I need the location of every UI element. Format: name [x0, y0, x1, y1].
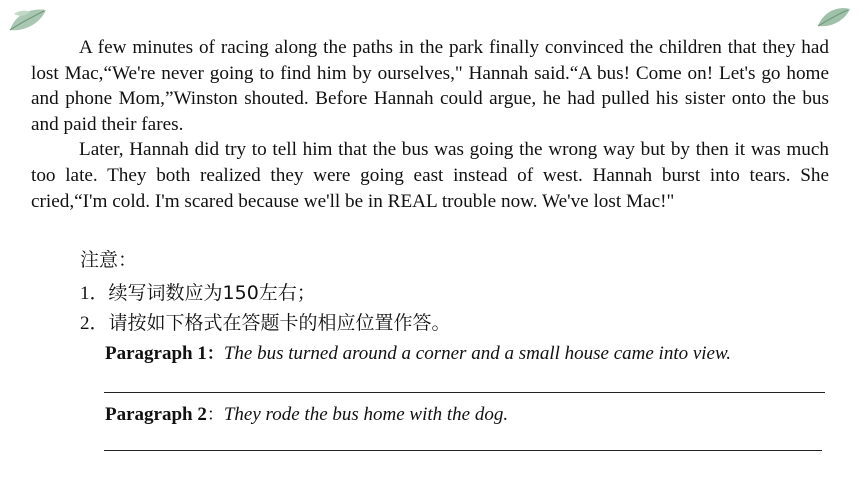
paragraph-prompt: [105, 342, 731, 366]
leaf-decoration-icon: [816, 6, 852, 30]
paragraph-label: Paragraph 1: [105, 343, 207, 364]
paragraph-colon: ：: [206, 344, 224, 364]
answer-line: [104, 392, 825, 393]
paragraph-opening-sentence: The bus turned around a corner and a small house came into view.: [223, 343, 732, 364]
note-text: 续写词数应为150左右；: [108, 282, 316, 304]
passage-paragraph: Later, Hannah did try to tell him that the bus was going the wrong way but by then it was much too late. They both realized they were going east instead of west. Hannah burst into tears. She cried,“I'm cold. I'm scared because we'll be in REAL trouble now. We've lost Mac!": [31, 139, 829, 212]
note-number: 1．: [80, 283, 109, 304]
paragraph-colon: ：: [206, 405, 224, 425]
reading-passage: [31, 35, 829, 214]
paragraph-label: Paragraph 2: [105, 404, 207, 425]
note-number: 2．: [80, 313, 109, 334]
paragraph-opening-sentence: They rode the bus home with the dog.: [223, 404, 509, 425]
notes-heading: 注意：: [80, 249, 138, 271]
leaf-decoration-icon: [8, 6, 48, 34]
passage-paragraph: A few minutes of racing along the paths in the park finally convinced the children that they had lost Mac,“We're never going to find him by ourselves," Hannah said.“A bus! Come on! Let's go home and phone Mom,”Winston shouted. Before Hannah could argue, he had pulled his sister onto the bus and paid their fares.: [31, 37, 829, 135]
note-text: 请按如下格式在答题卡的相应位置作答。: [108, 312, 451, 334]
note-item: [80, 281, 316, 306]
paragraph-prompt: [105, 403, 508, 427]
note-item: [80, 311, 451, 336]
answer-line: [104, 450, 822, 451]
